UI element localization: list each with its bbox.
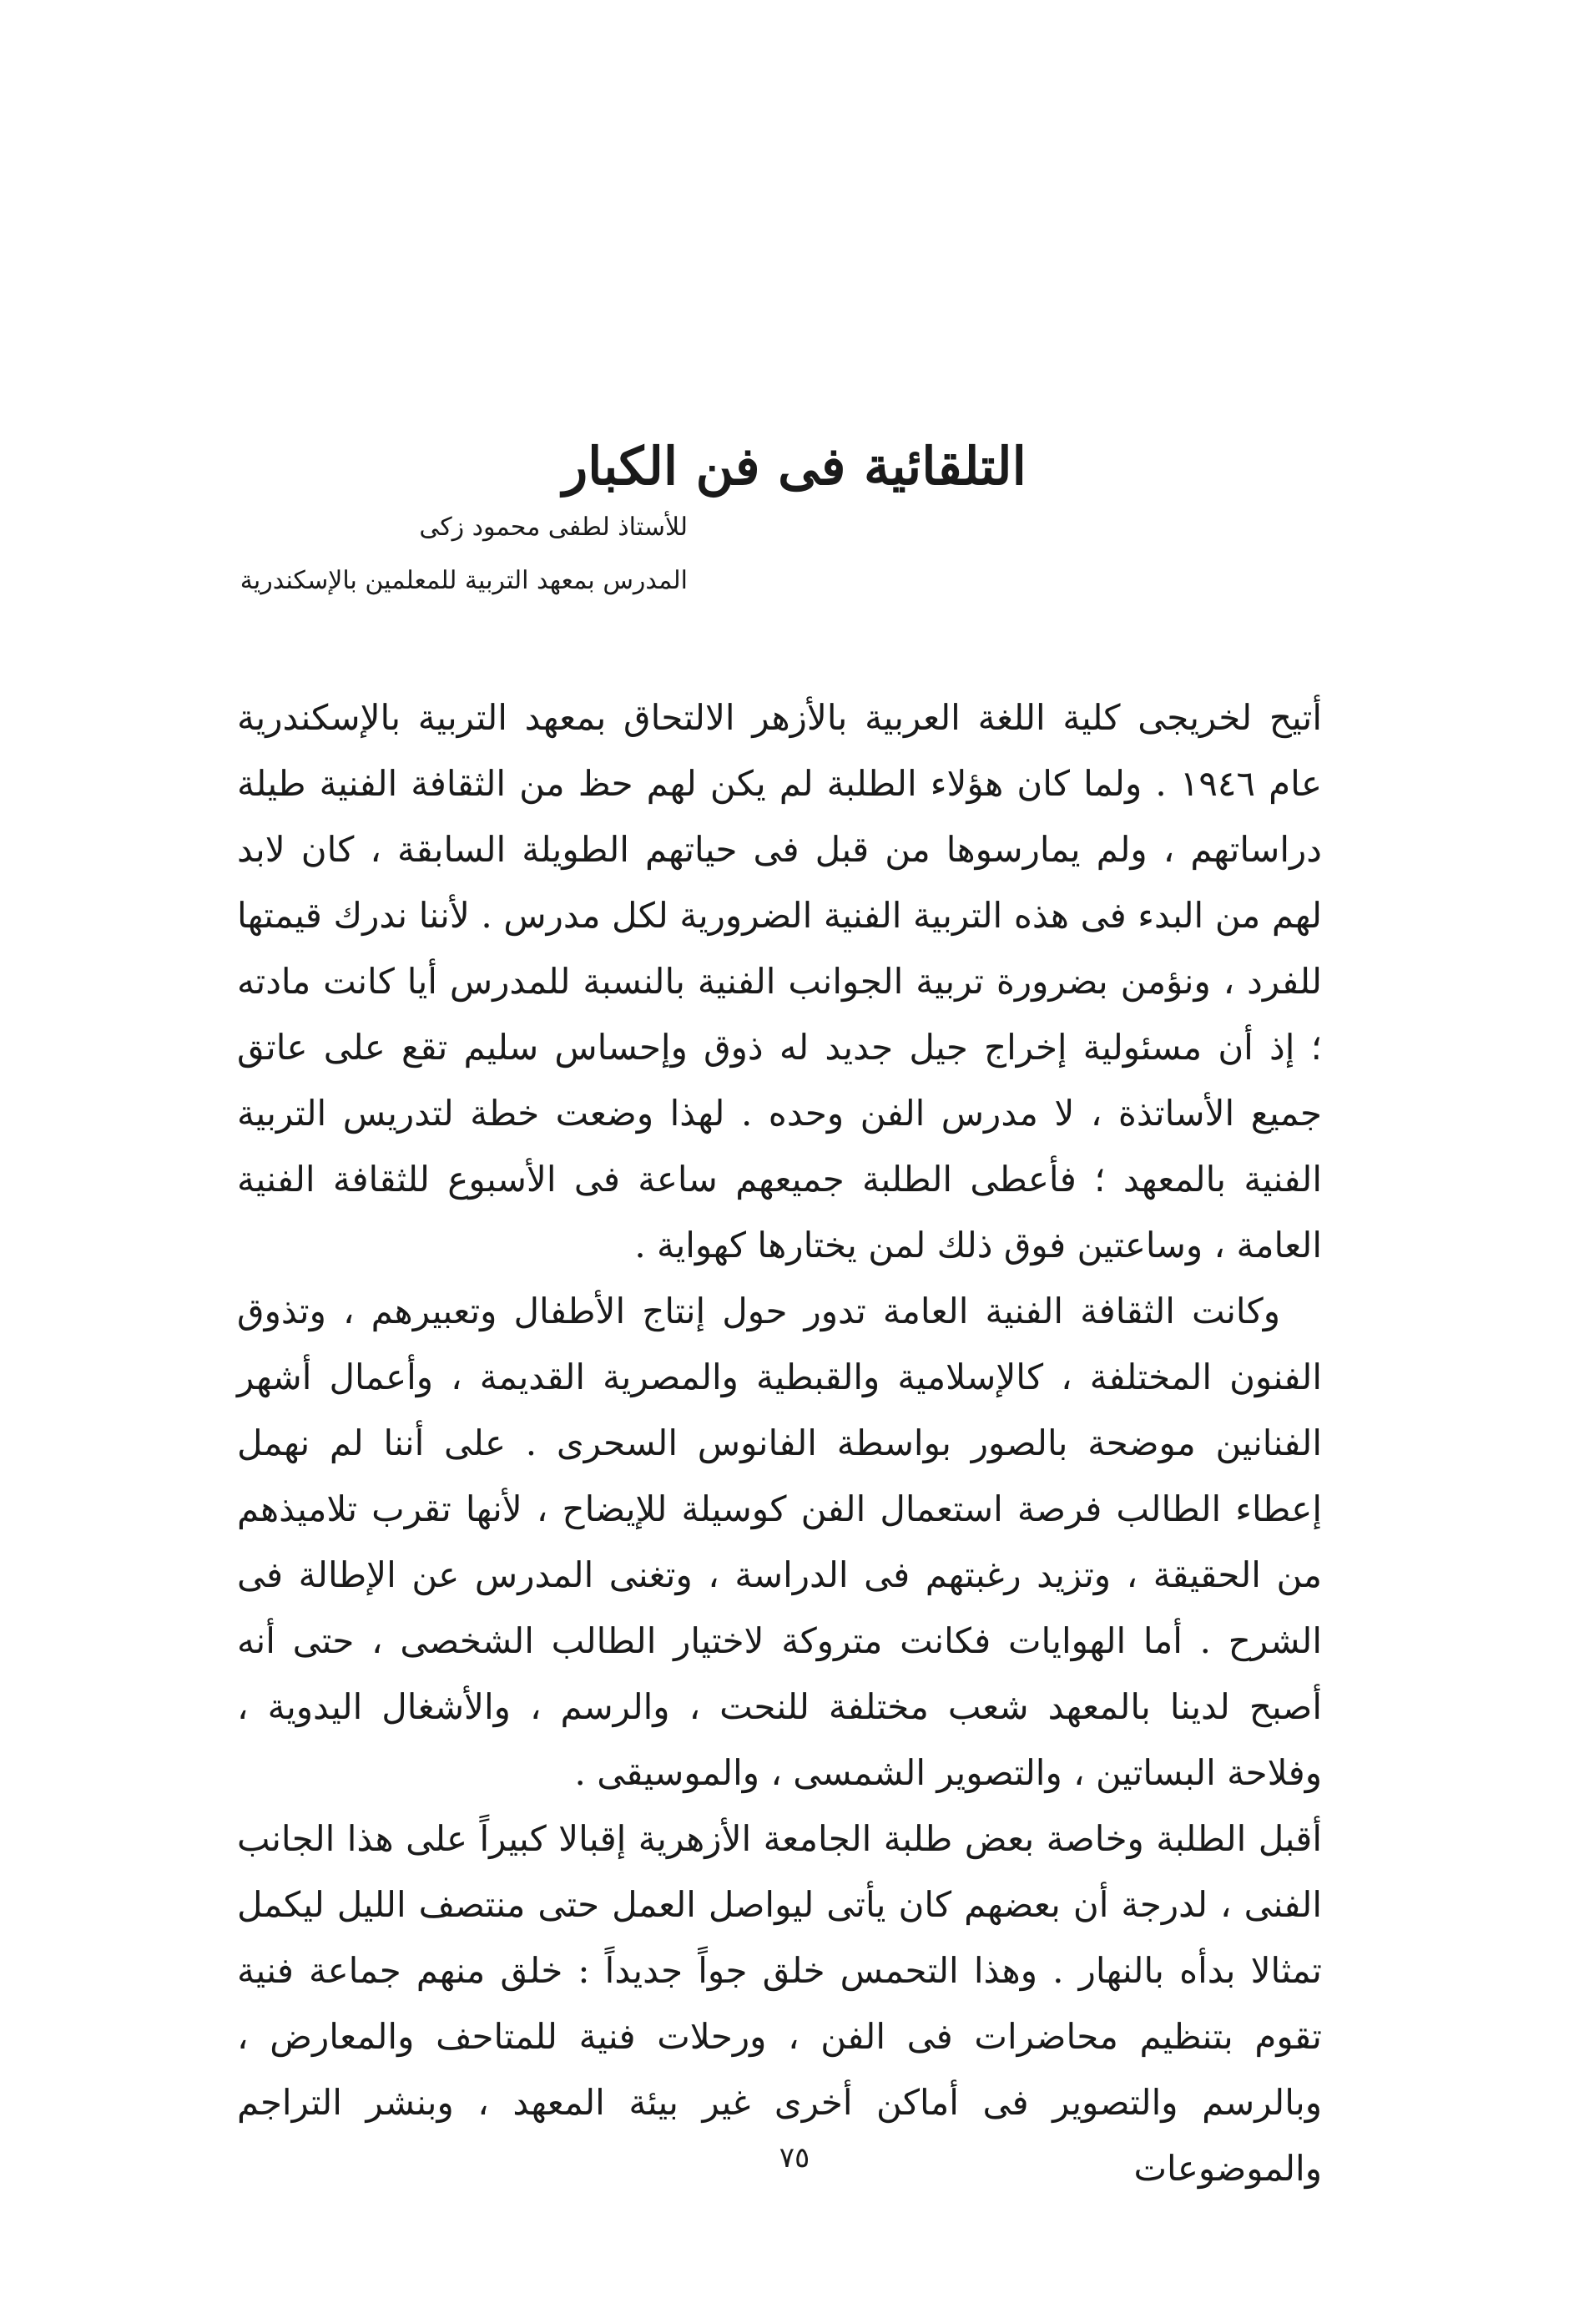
paragraph-2: وكانت الثقافة الفنية العامة تدور حول إنتاج الأطفال وتعبيرهم ، وتذوق الفنون المختلفة ، كالإسلامية والقبطية والمصرية القديمة ، وأعمال أشهر الفنانين موضحة بالصور بواسطة الفانوس السحرى . على أننا لم نهمل إعطاء الطالب فرصة استعمال الفن كوسيلة للإيضاح ، لأنها تقرب تلاميذهم من الحقيقة ، وتزيد رغبتهم فى الدراسة ، وتغنى المدرس عن الإطالة فى الشرح . أما الهوايات فكانت متروكة لاختيار الطالب الشخصى ، حتى أنه أصبح لدينا بالمعهد شعب مختلفة للنحت ، والرسم ، والأشغال اليدوية ، وفلاحة البساتين ، والتصوير الشمسى ، والموسيقى . <box>237 1291 1323 1793</box>
byline <box>187 501 688 608</box>
author-affiliation: المدرس بمعهد التربية للمعلمين بالإسكندرية <box>240 566 688 595</box>
article-body <box>237 685 1322 2201</box>
page-number: ٧٥ <box>779 2141 810 2175</box>
paragraph-1: أتيح لخريجى كلية اللغة العربية بالأزهر الالتحاق بمعهد التربية بالإسكندرية عام ١٩٤٦ . ولما كان هؤلاء الطلبة لم يكن لهم حظ من الثقافة الفنية طيلة دراساتهم ، ولم يمارسوها من قبل فى حياتهم الطويلة السابقة ، كان لابد لهم من البدء فى هذه التربية الفنية الضرورية لكل مدرس . لأننا ندرك قيمتها للفرد ، ونؤمن بضرورة تربية الجوانب الفنية بالنسبة للمدرس أيا كانت مادته ؛ إذ أن مسئولية إخراج جيل جديد له ذوق وإحساس سليم تقع على عاتق جميع الأساتذة ، لا مدرس الفن وحده . لهذا وضعت خطة لتدريس التربية الفنية بالمعهد ؛ فأعطى الطلبة جميعهم ساعة فى الأسبوع للثقافة الفنية العامة ، وساعتين فوق ذلك لمن يختارها كهواية . <box>237 697 1323 1266</box>
author-name: للأستاذ لطفى محمود زكى <box>419 513 688 542</box>
article-title: التلقائية فى فن الكبار <box>562 435 1027 497</box>
paragraph-3: أقبل الطلبة وخاصة بعض طلبة الجامعة الأزهرية إقبالا كبيراً على هذا الجانب الفنى ، لدرجة أن بعضهم كان يأتى ليواصل العمل حتى منتصف الليل ليكمل تمثالا بدأه بالنهار . وهذا التحمس خلق جواً جديداً : خلق منهم جماعة فنية تقوم بتنظيم محاضرات فى الفن ، ورحلات فنية للمتاحف والمعارض ، وبالرسم والتصوير فى أماكن أخرى غير بيئة المعهد ، وبنشر التراجم والموضوعات <box>237 1818 1322 2189</box>
